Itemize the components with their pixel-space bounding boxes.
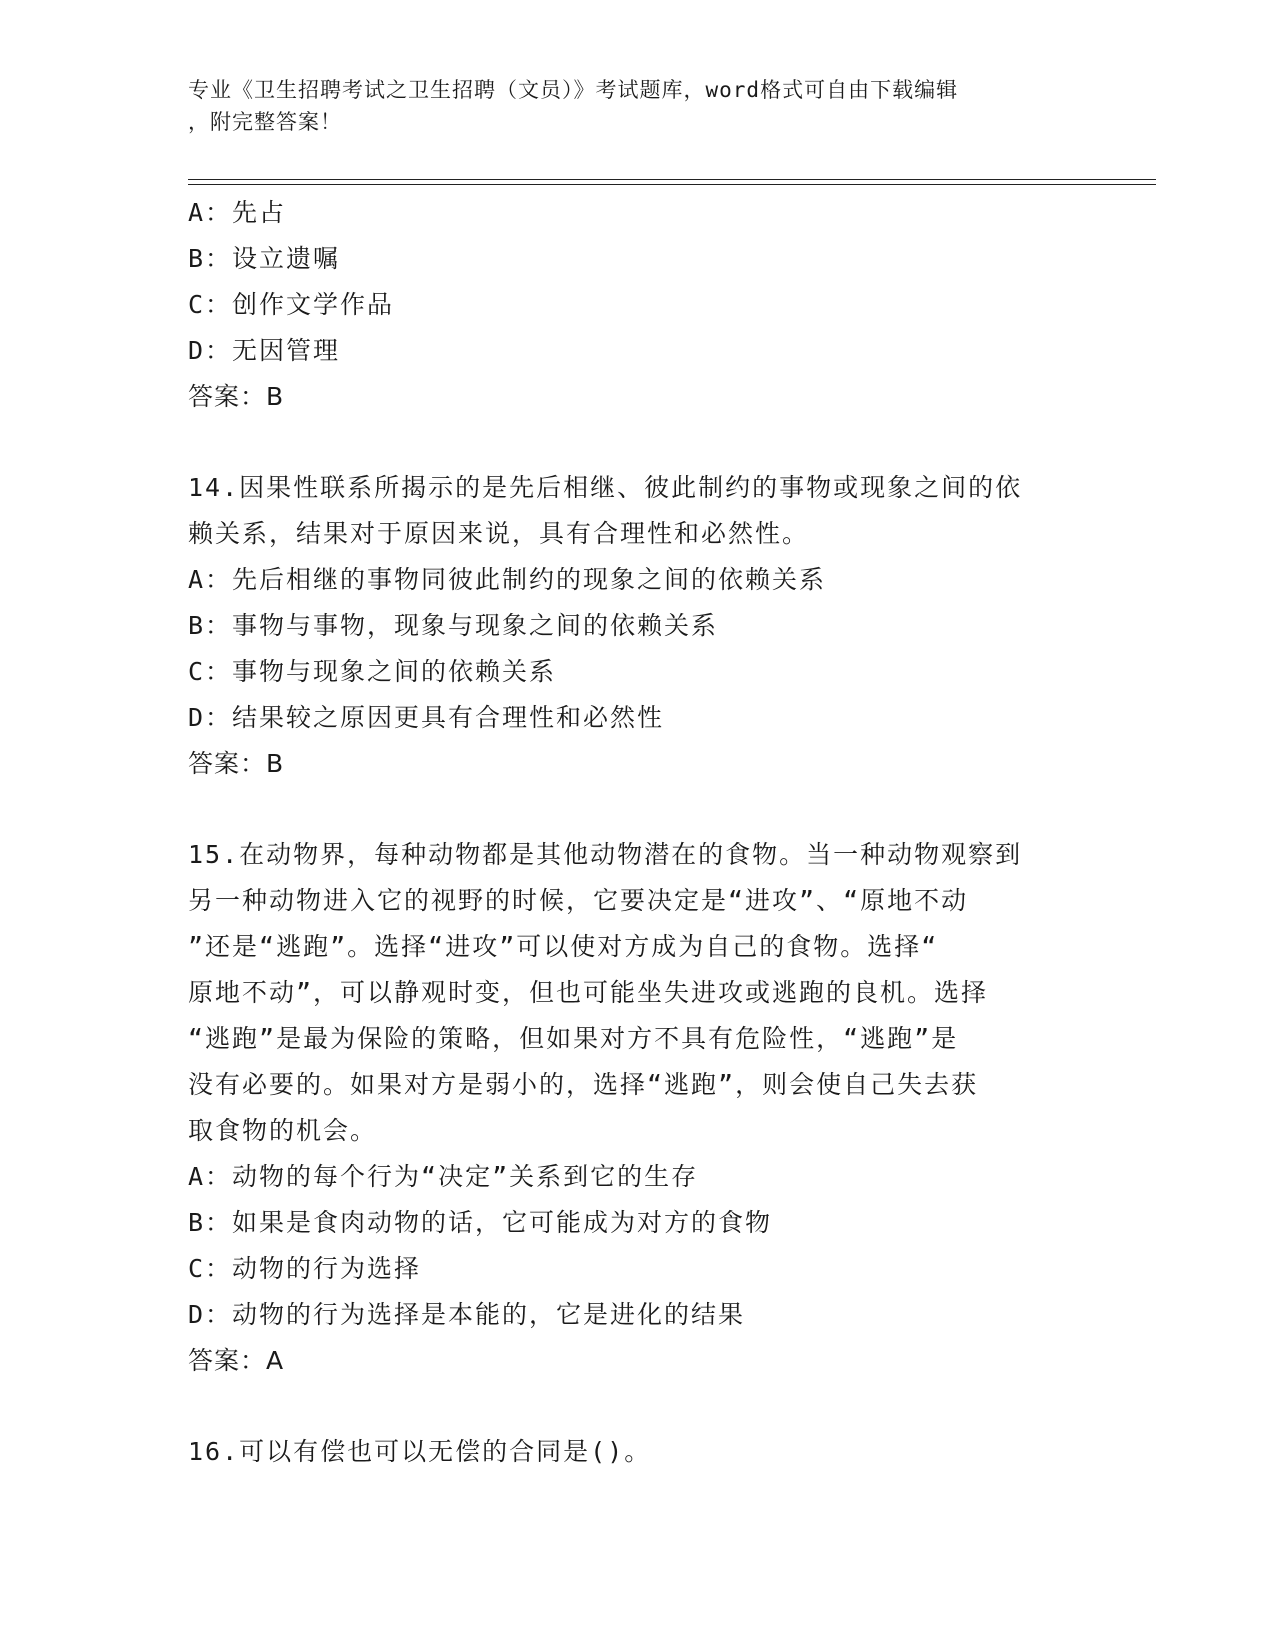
option-a: A：先占	[188, 198, 287, 227]
option-b: B：设立遗嘱	[188, 244, 341, 273]
header-line-1: 专业《卫生招聘考试之卫生招聘（文员）》考试题库，word格式可自由下载编辑	[188, 78, 959, 102]
option-c: C：事物与现象之间的依赖关系	[188, 657, 557, 686]
header-divider-bottom	[188, 184, 1156, 185]
option-b: B：如果是食肉动物的话，它可能成为对方的食物	[188, 1208, 773, 1237]
option-c: C：创作文学作品	[188, 290, 395, 319]
option-c: C：动物的行为选择	[188, 1254, 422, 1283]
answer-line: 答案：B	[188, 749, 285, 778]
question-13	[188, 190, 1088, 420]
question-stem-line: 另一种动物进入它的视野的时候，它要决定是“进攻”、“原地不动	[188, 886, 969, 915]
answer-line: 答案：A	[188, 1346, 285, 1375]
question-stem-line: “逃跑”是最为保险的策略，但如果对方不具有危险性，“逃跑”是	[188, 1024, 959, 1053]
option-a: A：动物的每个行为“决定”关系到它的生存	[188, 1162, 699, 1191]
question-gap	[188, 787, 1088, 832]
question-16	[188, 1429, 1088, 1475]
question-stem-line: 取食物的机会。	[188, 1116, 378, 1145]
answer-line: 答案：B	[188, 382, 285, 411]
option-d: D：无因管理	[188, 336, 341, 365]
question-stem-line: 没有必要的。如果对方是弱小的，选择“逃跑”，则会使自己失去获	[188, 1070, 979, 1099]
question-stem-line: 赖关系，结果对于原因来说，具有合理性和必然性。	[188, 519, 810, 548]
question-15	[188, 832, 1088, 1384]
question-content	[188, 190, 1088, 1475]
question-14	[188, 465, 1088, 787]
document-header	[188, 74, 1068, 138]
question-stem-line: 原地不动”，可以静观时变，但也可能坐失进攻或逃跑的良机。选择	[188, 978, 989, 1007]
option-a: A：先后相继的事物同彼此制约的现象之间的依赖关系	[188, 565, 827, 594]
option-b: B：事物与事物，现象与现象之间的依赖关系	[188, 611, 719, 640]
question-stem-line: 16.可以有偿也可以无偿的合同是()。	[188, 1437, 652, 1466]
question-stem-line: 14.因果性联系所揭示的是先后相继、彼此制约的事物或现象之间的依	[188, 473, 1023, 502]
header-line-2: ，附完整答案！	[188, 110, 342, 134]
option-d: D：结果较之原因更具有合理性和必然性	[188, 703, 665, 732]
option-d: D：动物的行为选择是本能的，它是进化的结果	[188, 1300, 746, 1329]
question-gap	[188, 1384, 1088, 1429]
question-stem-line: 15.在动物界，每种动物都是其他动物潜在的食物。当一种动物观察到	[188, 840, 1023, 869]
question-gap	[188, 420, 1088, 465]
question-stem-line: ”还是“逃跑”。选择“进攻”可以使对方成为自己的食物。选择“	[188, 932, 939, 961]
header-divider-top	[188, 179, 1156, 180]
